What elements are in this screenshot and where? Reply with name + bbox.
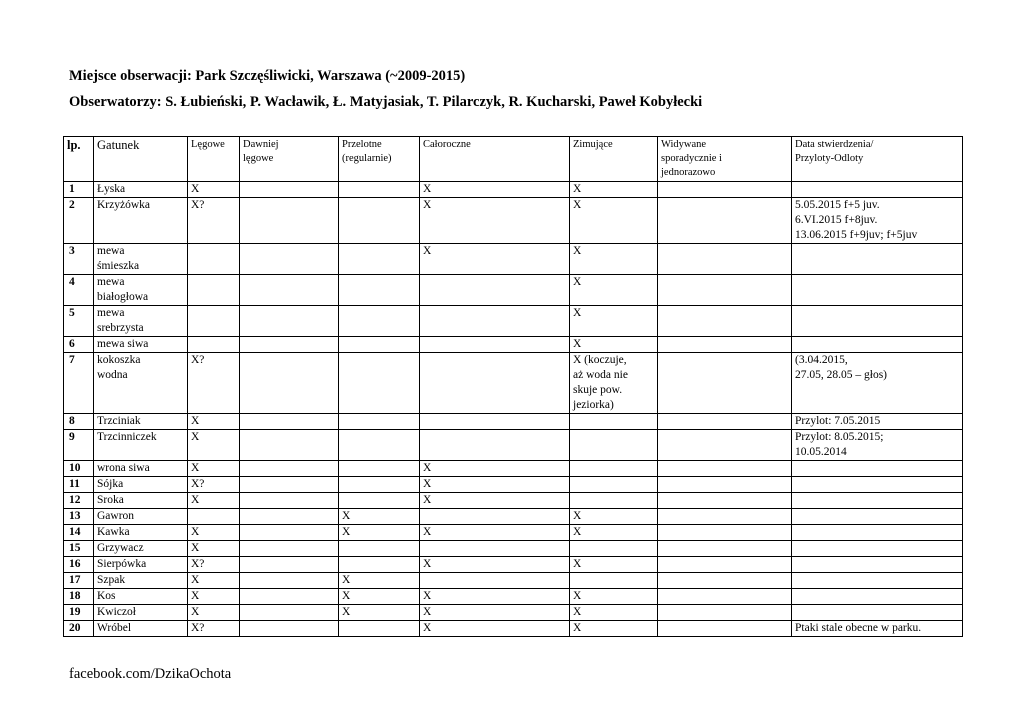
cell-caloroczne — [420, 353, 570, 414]
cell-legowe: X — [188, 573, 240, 589]
cell-dawniej-legowe — [240, 477, 339, 493]
table-row — [64, 573, 963, 589]
cell-przelotne — [339, 430, 420, 461]
cell-species: mewa srebrzysta — [94, 306, 188, 337]
cell-lp: 5 — [64, 306, 94, 337]
cell-dawniej-legowe — [240, 493, 339, 509]
cell-data: (3.04.2015, 27.05, 28.05 – głos) — [792, 353, 963, 414]
cell-dawniej-legowe — [240, 430, 339, 461]
cell-przelotne — [339, 461, 420, 477]
cell-zimujace: X — [570, 589, 658, 605]
table-row — [64, 337, 963, 353]
cell-legowe: X? — [188, 621, 240, 637]
cell-zimujace — [570, 541, 658, 557]
table-row — [64, 306, 963, 337]
cell-lp: 2 — [64, 198, 94, 244]
header-data-stwierdzenia: Data stwierdzenia/ Przyloty-Odloty — [792, 137, 963, 182]
cell-przelotne — [339, 557, 420, 573]
header-caloroczne: Całoroczne — [420, 137, 570, 182]
cell-species: Wróbel — [94, 621, 188, 637]
table-row — [64, 198, 963, 244]
table-row — [64, 493, 963, 509]
cell-species: mewa białogłowa — [94, 275, 188, 306]
cell-caloroczne — [420, 541, 570, 557]
cell-przelotne — [339, 182, 420, 198]
cell-widywane — [658, 353, 792, 414]
species-table-body — [64, 182, 963, 637]
cell-widywane — [658, 477, 792, 493]
cell-caloroczne: X — [420, 198, 570, 244]
cell-data — [792, 244, 963, 275]
cell-dawniej-legowe — [240, 525, 339, 541]
cell-species: Trzcinniczek — [94, 430, 188, 461]
cell-zimujace: X — [570, 525, 658, 541]
cell-dawniej-legowe — [240, 541, 339, 557]
cell-przelotne — [339, 493, 420, 509]
cell-widywane — [658, 621, 792, 637]
cell-dawniej-legowe — [240, 557, 339, 573]
cell-data — [792, 525, 963, 541]
table-header-row — [64, 137, 963, 182]
cell-przelotne — [339, 414, 420, 430]
cell-lp: 20 — [64, 621, 94, 637]
cell-widywane — [658, 198, 792, 244]
cell-przelotne — [339, 198, 420, 244]
cell-przelotne: X — [339, 605, 420, 621]
cell-legowe: X? — [188, 477, 240, 493]
cell-caloroczne: X — [420, 461, 570, 477]
cell-data — [792, 477, 963, 493]
cell-legowe: X — [188, 430, 240, 461]
cell-data — [792, 605, 963, 621]
cell-caloroczne — [420, 573, 570, 589]
cell-caloroczne: X — [420, 244, 570, 275]
cell-legowe: X — [188, 589, 240, 605]
cell-data — [792, 182, 963, 198]
cell-legowe — [188, 509, 240, 525]
cell-caloroczne — [420, 337, 570, 353]
cell-lp: 16 — [64, 557, 94, 573]
header-legowe: Lęgowe — [188, 137, 240, 182]
cell-data: Przylot: 7.05.2015 — [792, 414, 963, 430]
cell-przelotne — [339, 337, 420, 353]
cell-przelotne: X — [339, 525, 420, 541]
cell-dawniej-legowe — [240, 509, 339, 525]
cell-dawniej-legowe — [240, 198, 339, 244]
cell-przelotne: X — [339, 589, 420, 605]
cell-lp: 19 — [64, 605, 94, 621]
table-row — [64, 557, 963, 573]
cell-widywane — [658, 493, 792, 509]
cell-zimujace: X — [570, 182, 658, 198]
cell-dawniej-legowe — [240, 589, 339, 605]
cell-caloroczne: X — [420, 605, 570, 621]
cell-data — [792, 509, 963, 525]
cell-legowe: X — [188, 493, 240, 509]
cell-dawniej-legowe — [240, 182, 339, 198]
cell-caloroczne: X — [420, 182, 570, 198]
cell-dawniej-legowe — [240, 275, 339, 306]
cell-data — [792, 493, 963, 509]
cell-przelotne — [339, 541, 420, 557]
cell-data — [792, 557, 963, 573]
cell-zimujace: X — [570, 337, 658, 353]
header-zimujace: Zimujące — [570, 137, 658, 182]
cell-lp: 11 — [64, 477, 94, 493]
cell-caloroczne: X — [420, 493, 570, 509]
cell-caloroczne: X — [420, 477, 570, 493]
header-dawniej-legowe: Dawniej lęgowe — [240, 137, 339, 182]
cell-widywane — [658, 557, 792, 573]
cell-przelotne: X — [339, 509, 420, 525]
cell-lp: 9 — [64, 430, 94, 461]
cell-data — [792, 306, 963, 337]
cell-legowe: X — [188, 525, 240, 541]
cell-lp: 18 — [64, 589, 94, 605]
cell-widywane — [658, 573, 792, 589]
cell-legowe: X — [188, 541, 240, 557]
observers-heading: Obserwatorzy: S. Łubieński, P. Wacławik, Ł. Matyjasiak, T. Pilarczyk, R. Kucharski, Paweł Kobyłecki — [69, 94, 703, 110]
table-row — [64, 275, 963, 306]
cell-species: Szpak — [94, 573, 188, 589]
cell-zimujace: X — [570, 306, 658, 337]
cell-data — [792, 461, 963, 477]
cell-zimujace: X (koczuje, aż woda nie skuje pow. jeziorka) — [570, 353, 658, 414]
cell-dawniej-legowe — [240, 353, 339, 414]
header-gatunek: Gatunek — [94, 137, 188, 182]
cell-species: wrona siwa — [94, 461, 188, 477]
cell-widywane — [658, 509, 792, 525]
cell-species: Kawka — [94, 525, 188, 541]
cell-species: Sierpówka — [94, 557, 188, 573]
table-row — [64, 461, 963, 477]
cell-caloroczne: X — [420, 621, 570, 637]
cell-data — [792, 337, 963, 353]
cell-lp: 10 — [64, 461, 94, 477]
cell-legowe — [188, 275, 240, 306]
cell-data: Przylot: 8.05.2015; 10.05.2014 — [792, 430, 963, 461]
cell-zimujace: X — [570, 557, 658, 573]
cell-data: Ptaki stale obecne w parku. — [792, 621, 963, 637]
cell-dawniej-legowe — [240, 461, 339, 477]
table-row — [64, 477, 963, 493]
cell-zimujace — [570, 573, 658, 589]
cell-przelotne — [339, 477, 420, 493]
cell-widywane — [658, 541, 792, 557]
cell-species: Trzciniak — [94, 414, 188, 430]
cell-species: mewa śmieszka — [94, 244, 188, 275]
cell-przelotne — [339, 306, 420, 337]
cell-przelotne: X — [339, 573, 420, 589]
cell-widywane — [658, 337, 792, 353]
cell-dawniej-legowe — [240, 621, 339, 637]
cell-zimujace — [570, 461, 658, 477]
footer-link[interactable]: facebook.com/DzikaOchota — [69, 666, 232, 682]
cell-zimujace — [570, 414, 658, 430]
cell-data — [792, 573, 963, 589]
cell-dawniej-legowe — [240, 605, 339, 621]
cell-lp: 14 — [64, 525, 94, 541]
cell-species: kokoszka wodna — [94, 353, 188, 414]
cell-caloroczne — [420, 509, 570, 525]
cell-lp: 1 — [64, 182, 94, 198]
table-row — [64, 605, 963, 621]
cell-species: Kos — [94, 589, 188, 605]
cell-widywane — [658, 414, 792, 430]
species-table — [63, 136, 963, 637]
cell-caloroczne — [420, 275, 570, 306]
cell-widywane — [658, 306, 792, 337]
cell-zimujace: X — [570, 605, 658, 621]
cell-dawniej-legowe — [240, 306, 339, 337]
cell-zimujace — [570, 477, 658, 493]
cell-zimujace — [570, 493, 658, 509]
cell-lp: 13 — [64, 509, 94, 525]
cell-legowe: X — [188, 182, 240, 198]
cell-widywane — [658, 589, 792, 605]
table-row — [64, 182, 963, 198]
table-row — [64, 589, 963, 605]
cell-caloroczne — [420, 430, 570, 461]
table-row — [64, 525, 963, 541]
header-lp: lp. — [64, 137, 94, 182]
cell-widywane — [658, 275, 792, 306]
cell-lp: 8 — [64, 414, 94, 430]
cell-species: Łyska — [94, 182, 188, 198]
table-row — [64, 509, 963, 525]
cell-legowe: X? — [188, 198, 240, 244]
cell-caloroczne: X — [420, 525, 570, 541]
observation-location-heading: Miejsce obserwacji: Park Szczęśliwicki, Warszawa (~2009-2015) — [69, 68, 466, 84]
cell-lp: 4 — [64, 275, 94, 306]
cell-data — [792, 589, 963, 605]
cell-species: Gawron — [94, 509, 188, 525]
cell-legowe: X? — [188, 557, 240, 573]
cell-zimujace: X — [570, 509, 658, 525]
cell-dawniej-legowe — [240, 337, 339, 353]
header-widywane: Widywane sporadycznie i jednorazowo — [658, 137, 792, 182]
cell-legowe: X — [188, 461, 240, 477]
cell-lp: 12 — [64, 493, 94, 509]
cell-zimujace: X — [570, 198, 658, 244]
cell-widywane — [658, 244, 792, 275]
cell-lp: 17 — [64, 573, 94, 589]
cell-lp: 3 — [64, 244, 94, 275]
cell-caloroczne: X — [420, 557, 570, 573]
cell-lp: 6 — [64, 337, 94, 353]
cell-dawniej-legowe — [240, 414, 339, 430]
cell-widywane — [658, 430, 792, 461]
cell-data — [792, 541, 963, 557]
cell-caloroczne — [420, 306, 570, 337]
cell-legowe: X — [188, 414, 240, 430]
cell-species: mewa siwa — [94, 337, 188, 353]
cell-legowe — [188, 337, 240, 353]
cell-widywane — [658, 525, 792, 541]
cell-data — [792, 275, 963, 306]
cell-dawniej-legowe — [240, 573, 339, 589]
cell-przelotne — [339, 621, 420, 637]
table-row — [64, 353, 963, 414]
cell-data: 5.05.2015 f+5 juv. 6.VI.2015 f+8juv. 13.06.2015 f+9juv; f+5juv — [792, 198, 963, 244]
cell-legowe: X — [188, 605, 240, 621]
table-row — [64, 414, 963, 430]
cell-zimujace: X — [570, 275, 658, 306]
cell-przelotne — [339, 353, 420, 414]
cell-zimujace: X — [570, 244, 658, 275]
cell-lp: 15 — [64, 541, 94, 557]
cell-dawniej-legowe — [240, 244, 339, 275]
cell-widywane — [658, 182, 792, 198]
cell-lp: 7 — [64, 353, 94, 414]
cell-przelotne — [339, 244, 420, 275]
cell-caloroczne — [420, 414, 570, 430]
cell-species: Sójka — [94, 477, 188, 493]
table-row — [64, 244, 963, 275]
cell-species: Kwiczoł — [94, 605, 188, 621]
cell-zimujace — [570, 430, 658, 461]
cell-caloroczne: X — [420, 589, 570, 605]
table-row — [64, 430, 963, 461]
table-row — [64, 621, 963, 637]
cell-legowe: X? — [188, 353, 240, 414]
cell-przelotne — [339, 275, 420, 306]
cell-widywane — [658, 605, 792, 621]
header-przelotne: Przelotne (regularnie) — [339, 137, 420, 182]
cell-widywane — [658, 461, 792, 477]
cell-legowe — [188, 306, 240, 337]
table-row — [64, 541, 963, 557]
cell-species: Sroka — [94, 493, 188, 509]
cell-species: Krzyżówka — [94, 198, 188, 244]
cell-zimujace: X — [570, 621, 658, 637]
cell-species: Grzywacz — [94, 541, 188, 557]
cell-legowe — [188, 244, 240, 275]
